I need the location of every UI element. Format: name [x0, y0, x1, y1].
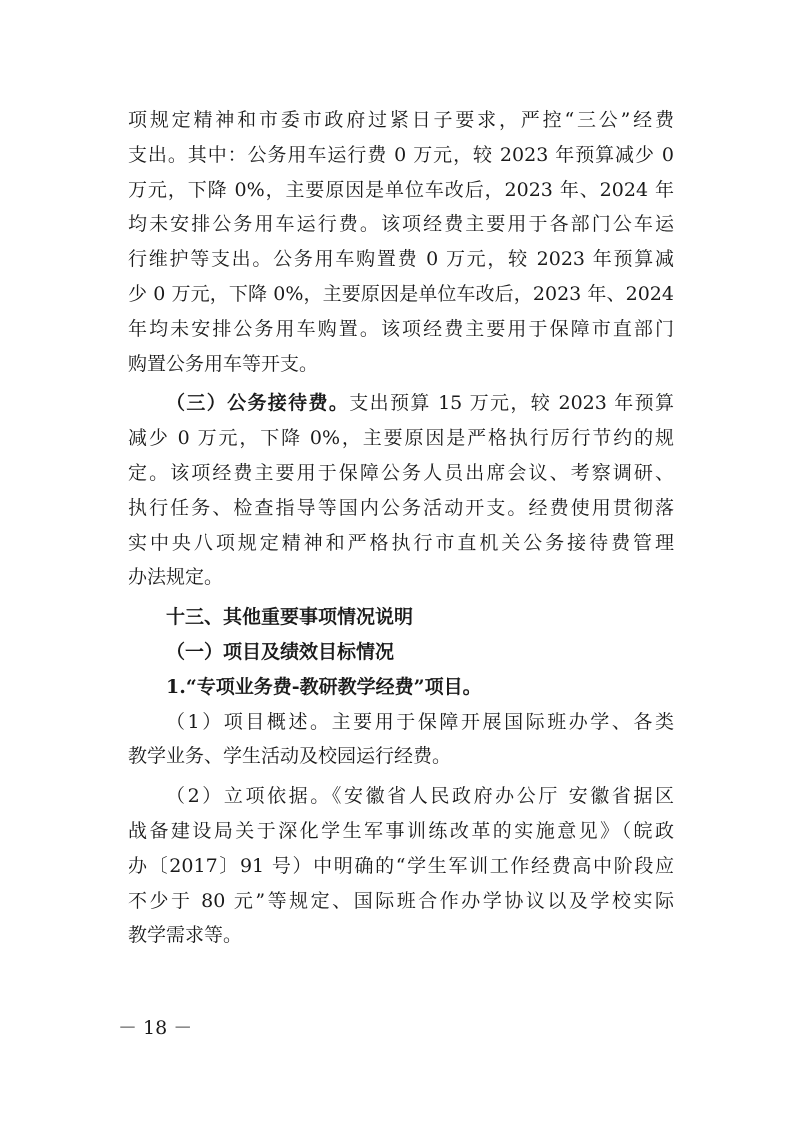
paragraph-project-overview [128, 705, 674, 775]
text-line: 购置公务用车等开支。 [128, 352, 319, 375]
text-line: （1）项目概述。主要用于保障开展国际班办学、各类 [166, 710, 674, 733]
text-line: 办法规定。 [128, 566, 224, 589]
page-number: － 18 － [118, 1017, 193, 1039]
text-line: 办〔2017〕91 号）中明确的“学生军训工作经费高中阶段应 [128, 854, 674, 877]
paragraph-project-basis [128, 779, 674, 953]
text-line: 万元，下降 0%，主要原因是单位车改后，2023 年、2024 年 [128, 178, 674, 201]
text-line: 年均未安排公务用车购置。该项经费主要用于保障市直部门 [128, 317, 674, 340]
text-line: 实中央八项规定精神和严格执行市直机关公务接待费管理 [128, 531, 674, 554]
text-line: （2）立项依据。《安徽省人民政府办公厅 安徽省据区 [166, 785, 674, 808]
text-line: 支出。其中：公务用车运行费 0 万元，较 2023 年预算减少 0 [128, 143, 674, 166]
text-line: 均未安排公务用车运行费。该项经费主要用于各部门公车运 [128, 213, 674, 236]
text-line: 定。该项经费主要用于保障公务人员出席会议、考察调研、 [128, 461, 674, 484]
subsection-heading: （一）项目及绩效目标情况 [166, 640, 395, 663]
text-line: 少 0 万元，下降 0%，主要原因是单位车改后，2023 年、2024 [128, 282, 674, 305]
text-line [128, 386, 674, 421]
text-line: 执行任务、检查指导等国内公务活动开支。经费使用贯彻落 [128, 496, 674, 519]
section-heading: 十三、其他重要事项情况说明 [166, 606, 414, 629]
document-body [128, 103, 674, 953]
project-heading: 1.“专项业务费-教研教学经费”项目。 [166, 675, 482, 698]
text-line: 教学业务、学生活动及校园运行经费。 [128, 745, 452, 768]
text-line: 不少于 80 元”等规定、国际班合作办学协议以及学校实际 [128, 889, 674, 912]
text-line: 行维护等支出。公务用车购置费 0 万元，较 2023 年预算减 [128, 248, 674, 271]
text-line: 减少 0 万元，下降 0%，主要原因是严格执行厉行节约的规 [128, 427, 674, 450]
text-line: 教学需求等。 [128, 924, 243, 947]
paragraph-official-vehicles [128, 103, 674, 381]
paragraph-lead-heading: （三）公务接待费。 [166, 392, 350, 415]
text-line: 战备建设局关于深化学生军事训练改革的实施意见》（皖政 [128, 819, 674, 842]
text-line: 项规定精神和市委市政府过紧日子要求，严控“三公”经费 [128, 109, 674, 131]
paragraph-reception-expenses [128, 386, 674, 595]
text-run: 支出预算 15 万元，较 2023 年预算 [349, 392, 674, 415]
